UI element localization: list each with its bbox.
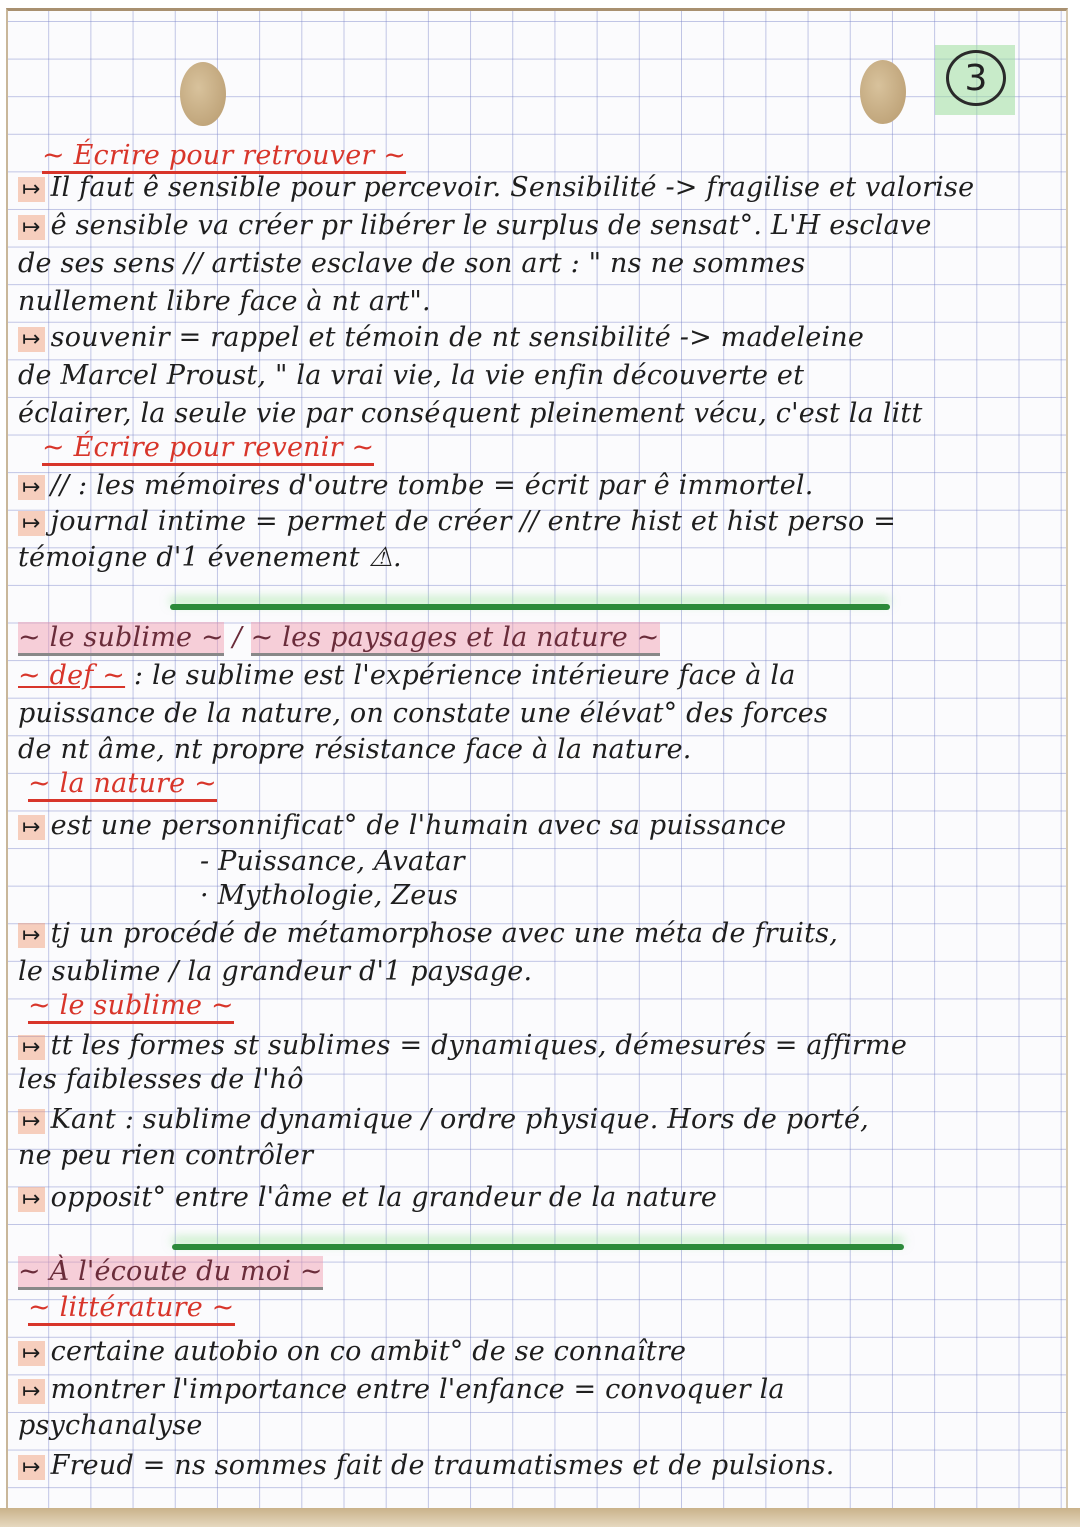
note-line: de nt âme, nt propre résistance face à la nature.: [18, 734, 692, 765]
note-line: - Puissance, Avatar: [200, 846, 465, 877]
note-line: ↦ Kant : sublime dynamique / ordre physique. Hors de porté,: [18, 1104, 869, 1135]
bullet-arrow-icon: ↦: [18, 475, 45, 500]
punch-hole-right: [860, 60, 906, 124]
note-line: ↦ souvenir = rappel et témoin de nt sensibilité -> madeleine: [18, 322, 864, 353]
section-title: ~ Écrire pour revenir ~: [42, 432, 374, 463]
note-line: ↦ // : les mémoires d'outre tombe = écrit par ê immortel.: [18, 470, 814, 501]
note-line: le sublime / la grandeur d'1 paysage.: [18, 956, 533, 987]
note-line: de Marcel Proust, " la vrai vie, la vie enfin découverte et: [18, 360, 805, 391]
note-line: ↦ Freud = ns sommes fait de traumatismes et de pulsions.: [18, 1450, 835, 1481]
section-divider: [170, 604, 890, 610]
bullet-arrow-icon: ↦: [18, 1341, 45, 1366]
note-line: de ses sens // artiste esclave de son art : " ns ne sommes: [18, 248, 806, 279]
note-line: ↦ est une personnificat° de l'humain avec sa puissance: [18, 810, 786, 841]
note-line: ↦ opposit° entre l'âme et la grandeur de la nature: [18, 1182, 717, 1213]
note-line: ↦ certaine autobio on co ambit° de se connaître: [18, 1336, 686, 1367]
note-line: puissance de la nature, on constate une élévat° des forces: [18, 698, 828, 729]
section-subtitle: ~ littérature ~: [28, 1292, 235, 1323]
bullet-arrow-icon: ↦: [18, 177, 45, 202]
page-number: 3: [946, 50, 1006, 106]
note-line: · Mythologie, Zeus: [200, 880, 459, 911]
note-line: ↦ Il faut ê sensible pour percevoir. Sensibilité -> fragilise et valorise: [18, 172, 974, 203]
note-line: témoigne d'1 évenement ⚠.: [18, 542, 402, 573]
section-title: ~ le sublime ~ / ~ les paysages et la nature ~: [18, 622, 660, 653]
note-line: ↦ tj un procédé de métamorphose avec une méta de fruits,: [18, 918, 838, 949]
note-line: ↦ journal intime = permet de créer // entre hist et hist perso =: [18, 506, 896, 537]
section-title: ~ le sublime ~: [28, 990, 234, 1021]
section-title: ~ Écrire pour retrouver ~: [42, 140, 406, 171]
section-title: ~ la nature ~: [28, 768, 217, 799]
bullet-arrow-icon: ↦: [18, 1187, 45, 1212]
bullet-arrow-icon: ↦: [18, 327, 45, 352]
section-divider: [172, 1244, 904, 1250]
punch-hole-left: [180, 62, 226, 126]
note-line: nullement libre face à nt art".: [18, 286, 431, 317]
note-line: ~ def ~ : le sublime est l'expérience intérieure face à la: [18, 660, 796, 691]
bullet-arrow-icon: ↦: [18, 215, 45, 240]
page-edge: [0, 1508, 1080, 1527]
section-title: ~ À l'écoute du moi ~: [18, 1256, 323, 1287]
note-line: ↦ ê sensible va créer pr libérer le surplus de sensat°. L'H esclave: [18, 210, 932, 241]
bullet-arrow-icon: ↦: [18, 511, 45, 536]
bullet-arrow-icon: ↦: [18, 1379, 45, 1404]
note-line: ↦ montrer l'importance entre l'enfance = convoquer la: [18, 1374, 785, 1405]
bullet-arrow-icon: ↦: [18, 1455, 45, 1480]
bullet-arrow-icon: ↦: [18, 1109, 45, 1134]
bullet-arrow-icon: ↦: [18, 815, 45, 840]
note-line: ↦ tt les formes st sublimes = dynamiques, démesurés = affirme: [18, 1030, 907, 1061]
note-line: éclairer, la seule vie par conséquent pleinement vécu, c'est la litt: [18, 398, 923, 429]
def-label: ~ def ~: [18, 660, 126, 691]
note-line: psychanalyse: [18, 1410, 203, 1441]
note-line: ne peu rien contrôler: [18, 1140, 314, 1171]
bullet-arrow-icon: ↦: [18, 1035, 45, 1060]
note-line: les faiblesses de l'hô: [18, 1064, 304, 1095]
bullet-arrow-icon: ↦: [18, 923, 45, 948]
